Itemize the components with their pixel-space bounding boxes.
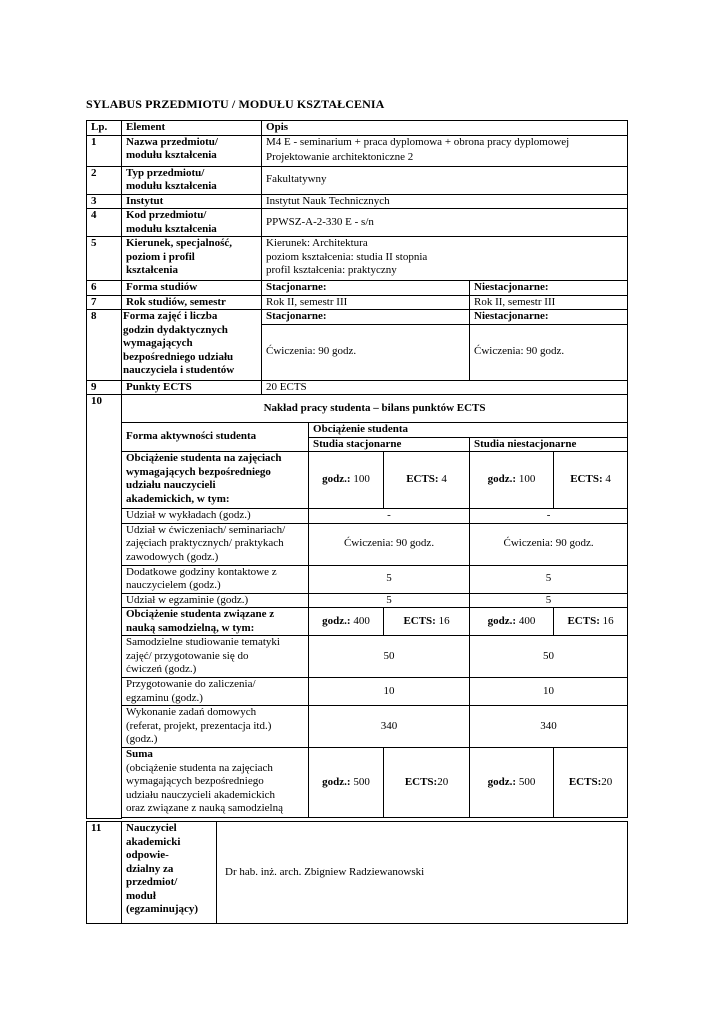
stac-value: 50: [309, 636, 470, 678]
niestac-value: 50: [470, 636, 628, 678]
stac-value: 10: [309, 678, 470, 706]
niestac-hours: godz.: 500: [470, 748, 554, 818]
table-row: [87, 748, 628, 818]
row-number: 11: [87, 822, 122, 924]
niestacjonarne-value: Ćwiczenia: 90 godz.: [470, 324, 628, 380]
activity-label: Udział w wykładach (godz.): [122, 509, 309, 524]
activity-label: Obciążenie studenta związane z nauką samodzielną, w tym:: [122, 608, 309, 636]
description-cell: Fakultatywny: [262, 166, 628, 194]
stacjonarne-header: Stacjonarne:: [262, 310, 470, 325]
stac-hours: godz.: 100: [309, 452, 384, 509]
niestac-hours: godz.: 100: [470, 452, 554, 509]
niestacjonarne-header: Niestacjonarne:: [470, 310, 628, 325]
stac-value: Ćwiczenia: 90 godz.: [309, 523, 470, 565]
table-row: [87, 636, 628, 678]
stac-hours: godz.: 400: [309, 608, 384, 636]
studia-niestacjonarne-header: Studia niestacjonarne: [470, 437, 628, 452]
description-cell: Kierunek: Architektura poziom kształcenia: studia II stopnia profil kształcenia: praktyczny: [262, 237, 628, 281]
element-cell: Forma zajęć i liczba godzin dydaktycznych wymagających bezpośredniego udziału nauczyciela i studentów: [122, 310, 262, 381]
table-row: [87, 281, 628, 296]
niestacjonarne-header: Niestacjonarne:: [470, 281, 628, 296]
element-cell: Nazwa przedmiotu/ modułu kształcenia: [122, 135, 262, 166]
table-row: [87, 135, 628, 166]
activity-label: Obciążenie studenta na zajęciach wymagających bezpośredniego udziału nauczycieli akademickich, w tym:: [122, 452, 309, 509]
table-row: [87, 523, 628, 565]
document-title: SYLABUS PRZEDMIOTU / MODUŁU KSZTAŁCENIA: [86, 97, 385, 111]
table-row: [87, 310, 628, 325]
niestac-value: Ćwiczenia: 90 godz.: [470, 523, 628, 565]
table-row: [87, 452, 628, 509]
stac-ects: ECTS: 4: [384, 452, 470, 509]
activity-label: Wykonanie zadań domowych (referat, projekt, prezentacja itd.) (godz.): [122, 706, 309, 748]
niestac-ects: ECTS: 16: [554, 608, 628, 636]
stac-value: 5: [309, 565, 470, 593]
row-number: 7: [87, 295, 122, 310]
table-row: [87, 295, 628, 310]
element-cell: Kierunek, specjalność, poziom i profil kształcenia: [122, 237, 262, 281]
row-number: 8: [87, 310, 122, 381]
stac-value: 340: [309, 706, 470, 748]
studia-stacjonarne-header: Studia stacjonarne: [309, 437, 470, 452]
niestac-hours: godz.: 400: [470, 608, 554, 636]
element-cell: Typ przedmiotu/ modułu kształcenia: [122, 166, 262, 194]
element-cell: Instytut: [122, 194, 262, 209]
element-cell: Punkty ECTS: [122, 380, 262, 395]
header-element: Element: [122, 121, 262, 136]
row-number: 10: [87, 395, 122, 819]
row-number: 5: [87, 237, 122, 281]
activity-form-header: Forma aktywności studenta: [122, 423, 309, 452]
stac-ects: ECTS:20: [384, 748, 470, 818]
stac-value: 5: [309, 593, 470, 608]
teacher-name: Dr hab. inż. arch. Zbigniew Radziewanowski: [217, 822, 628, 924]
table-row: [87, 565, 628, 593]
table-row: [87, 509, 628, 524]
stac-hours: godz.: 500: [309, 748, 384, 818]
niestac-value: 340: [470, 706, 628, 748]
niestac-ects: ECTS: 4: [554, 452, 628, 509]
table-row: [87, 209, 628, 237]
stac-ects: ECTS: 16: [384, 608, 470, 636]
element-cell: Rok studiów, semestr: [122, 295, 262, 310]
stac-value: -: [309, 509, 470, 524]
element-cell: Kod przedmiotu/ modułu kształcenia: [122, 209, 262, 237]
activity-label: Suma (obciążenie studenta na zajęciach wymagających bezpośredniego udziału nauczycieli akademickich oraz związane z nauką samodzielną: [122, 748, 309, 818]
description-cell: M4 E - seminarium + praca dyplomowa + obrona pracy dyplomowej Projektowanie architektoniczne 2: [262, 135, 628, 166]
niestacjonarne-value: Rok II, semestr III: [470, 295, 628, 310]
niestac-value: 10: [470, 678, 628, 706]
row-number: 2: [87, 166, 122, 194]
element-cell: Nauczyciel akademicki odpowie- dzialny za przedmiot/ moduł (egzaminujący): [122, 822, 217, 924]
activity-label: Udział w egzaminie (godz.): [122, 593, 309, 608]
table-row: [87, 593, 628, 608]
stacjonarne-value: Rok II, semestr III: [262, 295, 470, 310]
table-row: [87, 706, 628, 748]
stacjonarne-header: Stacjonarne:: [262, 281, 470, 296]
row-number: 4: [87, 209, 122, 237]
table-row: [87, 380, 628, 395]
row-number: 6: [87, 281, 122, 296]
student-load-header: Obciążenie studenta: [309, 423, 628, 438]
stacjonarne-value: Ćwiczenia: 90 godz.: [262, 324, 470, 380]
niestac-value: 5: [470, 565, 628, 593]
niestac-ects: ECTS:20: [554, 748, 628, 818]
niestac-value: 5: [470, 593, 628, 608]
activity-label: Udział w ćwiczeniach/ seminariach/ zajęciach praktycznych/ praktykach zawodowych (godz.): [122, 523, 309, 565]
table-row: [87, 166, 628, 194]
element-cell: Forma studiów: [122, 281, 262, 296]
table-row: [87, 194, 628, 209]
description-cell: PPWSZ-A-2-330 E - s/n: [262, 209, 628, 237]
table-row: [87, 237, 628, 281]
description-cell: Instytut Nauk Technicznych: [262, 194, 628, 209]
row-number: 1: [87, 135, 122, 166]
row-number: 9: [87, 380, 122, 395]
header-opis: Opis: [262, 121, 628, 136]
table-row: [87, 608, 628, 636]
activity-label: Przygotowanie do zaliczenia/ egzaminu (godz.): [122, 678, 309, 706]
table-row: [87, 822, 628, 924]
ects-balance-heading: Nakład pracy studenta – bilans punktów ECTS: [122, 395, 628, 423]
niestac-value: -: [470, 509, 628, 524]
teacher-table: [86, 821, 628, 924]
description-cell: 20 ECTS: [262, 380, 628, 395]
activity-label: Samodzielne studiowanie tematyki zajęć/ przygotowanie się do ćwiczeń (godz.): [122, 636, 309, 678]
row-number: 3: [87, 194, 122, 209]
table-row: [87, 678, 628, 706]
syllabus-table: [86, 120, 628, 819]
header-lp: Lp.: [87, 121, 122, 136]
activity-label: Dodatkowe godziny kontaktowe z nauczycielem (godz.): [122, 565, 309, 593]
